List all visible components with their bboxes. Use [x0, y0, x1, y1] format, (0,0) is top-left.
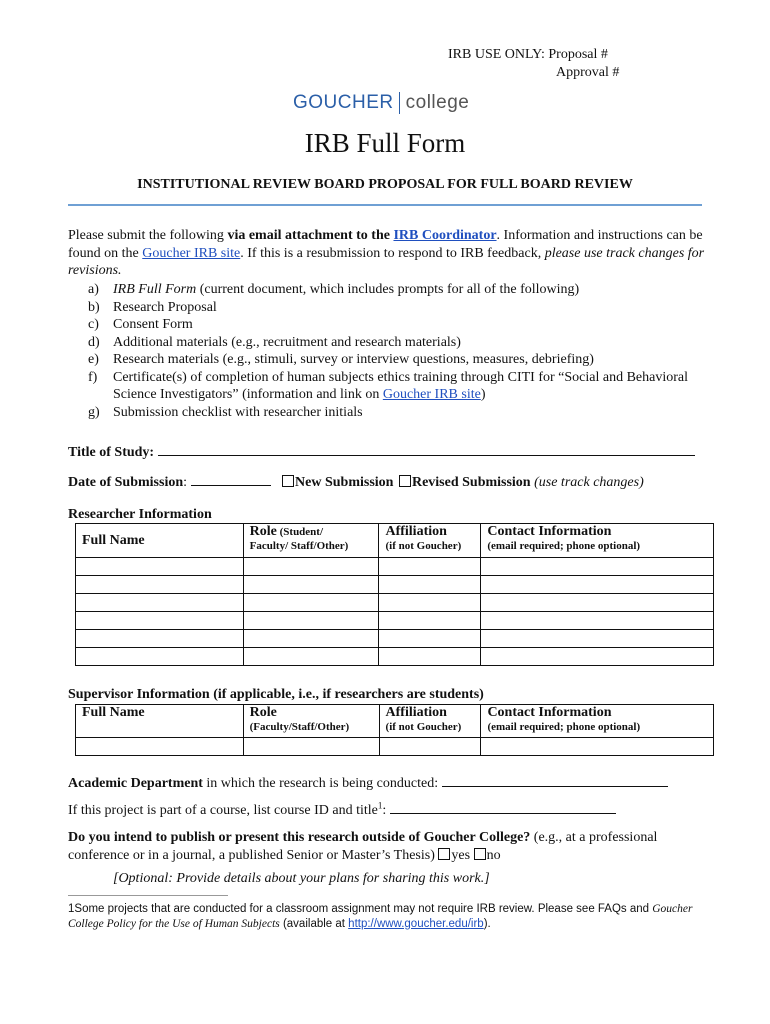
table-cell[interactable] [76, 594, 244, 612]
publish-question-label: Do you intend to publish or present this research outside of Goucher College? [68, 830, 531, 845]
col-affiliation: Affiliation (if not Goucher) [379, 524, 481, 558]
table-cell[interactable] [379, 630, 481, 648]
supervisor-info-heading: Supervisor Information (if applicable, i.e., if researchers are students) [68, 687, 484, 702]
table-cell[interactable] [481, 576, 714, 594]
intro-paragraph [68, 227, 708, 280]
table-cell[interactable] [379, 576, 481, 594]
table-cell[interactable] [481, 594, 714, 612]
goucher-irb-site-link-2[interactable]: Goucher IRB site [382, 387, 481, 402]
publish-question: Do you intend to publish or present this research outside of Goucher College? (e.g., at a professional conference or in a journal, a published Senior or Master’s Thesis) yes no [68, 830, 658, 863]
table-cell[interactable] [379, 648, 481, 666]
supervisor-table [75, 704, 714, 756]
new-submission-checkbox[interactable] [282, 475, 294, 487]
academic-department-row: Academic Department in which the research is being conducted: [68, 772, 668, 792]
col-role: Role (Student/ Faculty/ Staff/Other) [243, 524, 379, 558]
footnote: 1Some projects that are conducted for a classroom assignment may not require IRB review. Please see FAQs and Goucher College Policy for the Use of Human Subjects (available at http://www.goucher.edu/irb). [68, 903, 693, 930]
table-row [76, 558, 714, 576]
table-row [76, 738, 714, 756]
footnote-divider [68, 895, 228, 896]
footnote-number: 1 [68, 903, 75, 915]
list-item: a) IRB Full Form (current document, which includes prompts for all of the following) [88, 282, 580, 297]
table-cell[interactable] [243, 738, 379, 756]
logo-college: college [405, 92, 470, 114]
course-label: If this project is part of a course, list course ID and title [68, 803, 378, 818]
academic-department-label: Academic Department [68, 776, 203, 791]
proposal-number-label: IRB USE ONLY: Proposal # [448, 47, 608, 62]
submission-list [88, 281, 708, 421]
col-full-name: Full Name [76, 705, 244, 738]
table-row [76, 594, 714, 612]
table-cell[interactable] [76, 612, 244, 630]
table-row [76, 648, 714, 666]
col-contact: Contact Information (email required; phone optional) [481, 705, 714, 738]
list-item: d) Additional materials (e.g., recruitment and research materials) [88, 334, 461, 350]
revised-submission-checkbox[interactable] [399, 475, 411, 487]
publish-no-label: no [486, 848, 501, 863]
table-cell[interactable] [243, 630, 379, 648]
table-cell[interactable] [76, 576, 244, 594]
irb-coordinator-link[interactable]: IRB Coordinator [393, 228, 497, 243]
table-cell[interactable] [481, 738, 714, 756]
publish-no-checkbox[interactable] [474, 848, 486, 860]
new-submission-label: New Submission [295, 475, 394, 490]
table-cell[interactable] [481, 630, 714, 648]
academic-department-field[interactable] [442, 772, 668, 787]
publish-yes-label: yes [451, 848, 471, 863]
title-divider [68, 204, 702, 206]
table-cell[interactable] [379, 612, 481, 630]
col-role: Role (Faculty/Staff/Other) [243, 705, 379, 738]
revised-submission-label: Revised Submission [411, 475, 531, 490]
title-of-study-row [68, 441, 695, 461]
table-cell[interactable] [379, 558, 481, 576]
course-row: If this project is part of a course, list course ID and title$^1$: [68, 799, 616, 819]
date-of-submission-label: Date of Submission [68, 475, 184, 490]
title-of-study-field[interactable] [158, 441, 695, 456]
list-item: c) Consent Form [88, 317, 193, 332]
table-cell[interactable] [379, 738, 481, 756]
table-cell[interactable] [76, 648, 244, 666]
table-cell[interactable] [76, 738, 244, 756]
researcher-table-header [76, 524, 714, 558]
goucher-irb-site-link[interactable]: Goucher IRB site [142, 245, 241, 261]
optional-plans-note: [Optional: Provide details about your plans for sharing this work.] [113, 871, 490, 886]
table-cell[interactable] [243, 594, 379, 612]
table-cell[interactable] [76, 558, 244, 576]
researcher-table [75, 523, 714, 666]
table-cell[interactable] [243, 648, 379, 666]
intro-text-3: . Information and instructions can be found on the [68, 228, 703, 261]
researcher-info-heading: Researcher Information [68, 507, 212, 522]
list-item: e) Research materials (e.g., stimuli, survey or interview questions, measures, debriefing) [88, 352, 594, 367]
table-cell[interactable] [379, 594, 481, 612]
list-item: b) Research Proposal [88, 299, 217, 315]
title-of-study-label: Title of Study: [68, 445, 155, 460]
intro-text-1: Please submit the following [68, 228, 228, 243]
track-changes-note: (use track changes) [530, 475, 644, 490]
intro-text-italic: please use track changes for revisions. [68, 245, 705, 278]
col-full-name: Full Name [76, 524, 244, 558]
col-contact: Contact Information (email required; phone optional) [481, 524, 714, 558]
page-title: IRB Full Form [304, 128, 466, 158]
publish-yes-checkbox[interactable] [438, 848, 450, 860]
list-item: g) Submission checklist with researcher initials [88, 404, 363, 420]
table-row [76, 630, 714, 648]
table-cell[interactable] [481, 648, 714, 666]
date-of-submission-field[interactable] [191, 471, 271, 486]
approval-number-label: Approval # [556, 65, 620, 80]
table-cell[interactable] [243, 576, 379, 594]
footnote-ref: 1 [377, 800, 383, 811]
irb-use-only-block [448, 46, 628, 82]
date-of-submission-row: Date of Submission: New Submission Revised Submission (use track changes) [68, 471, 644, 491]
page-subtitle: INSTITUTIONAL REVIEW BOARD PROPOSAL FOR FULL BOARD REVIEW [137, 177, 633, 192]
course-field[interactable] [390, 799, 616, 814]
logo-brand: GOUCHER [293, 92, 394, 114]
table-cell[interactable] [481, 612, 714, 630]
table-cell[interactable] [76, 630, 244, 648]
table-cell[interactable] [243, 558, 379, 576]
intro-text-bold: via email attachment to the [227, 228, 394, 243]
list-item: f) Certificate(s) of completion of human subjects ethics training through CITI for “Social and Behavioral Science Investigators” (information and link on Goucher IRB site) [88, 369, 688, 402]
logo-divider [399, 92, 400, 114]
col-affiliation: Affiliation (if not Goucher) [379, 705, 481, 738]
goucher-college-logo [293, 92, 469, 114]
table-cell[interactable] [243, 612, 379, 630]
table-cell[interactable] [481, 558, 714, 576]
table-row [76, 612, 714, 630]
supervisor-table-header [76, 705, 714, 738]
intro-text-4: . If this is a resubmission to respond to IRB feedback, [240, 245, 545, 261]
table-row [76, 576, 714, 594]
goucher-irb-url-link[interactable]: http://www.goucher.edu/irb [348, 918, 484, 930]
